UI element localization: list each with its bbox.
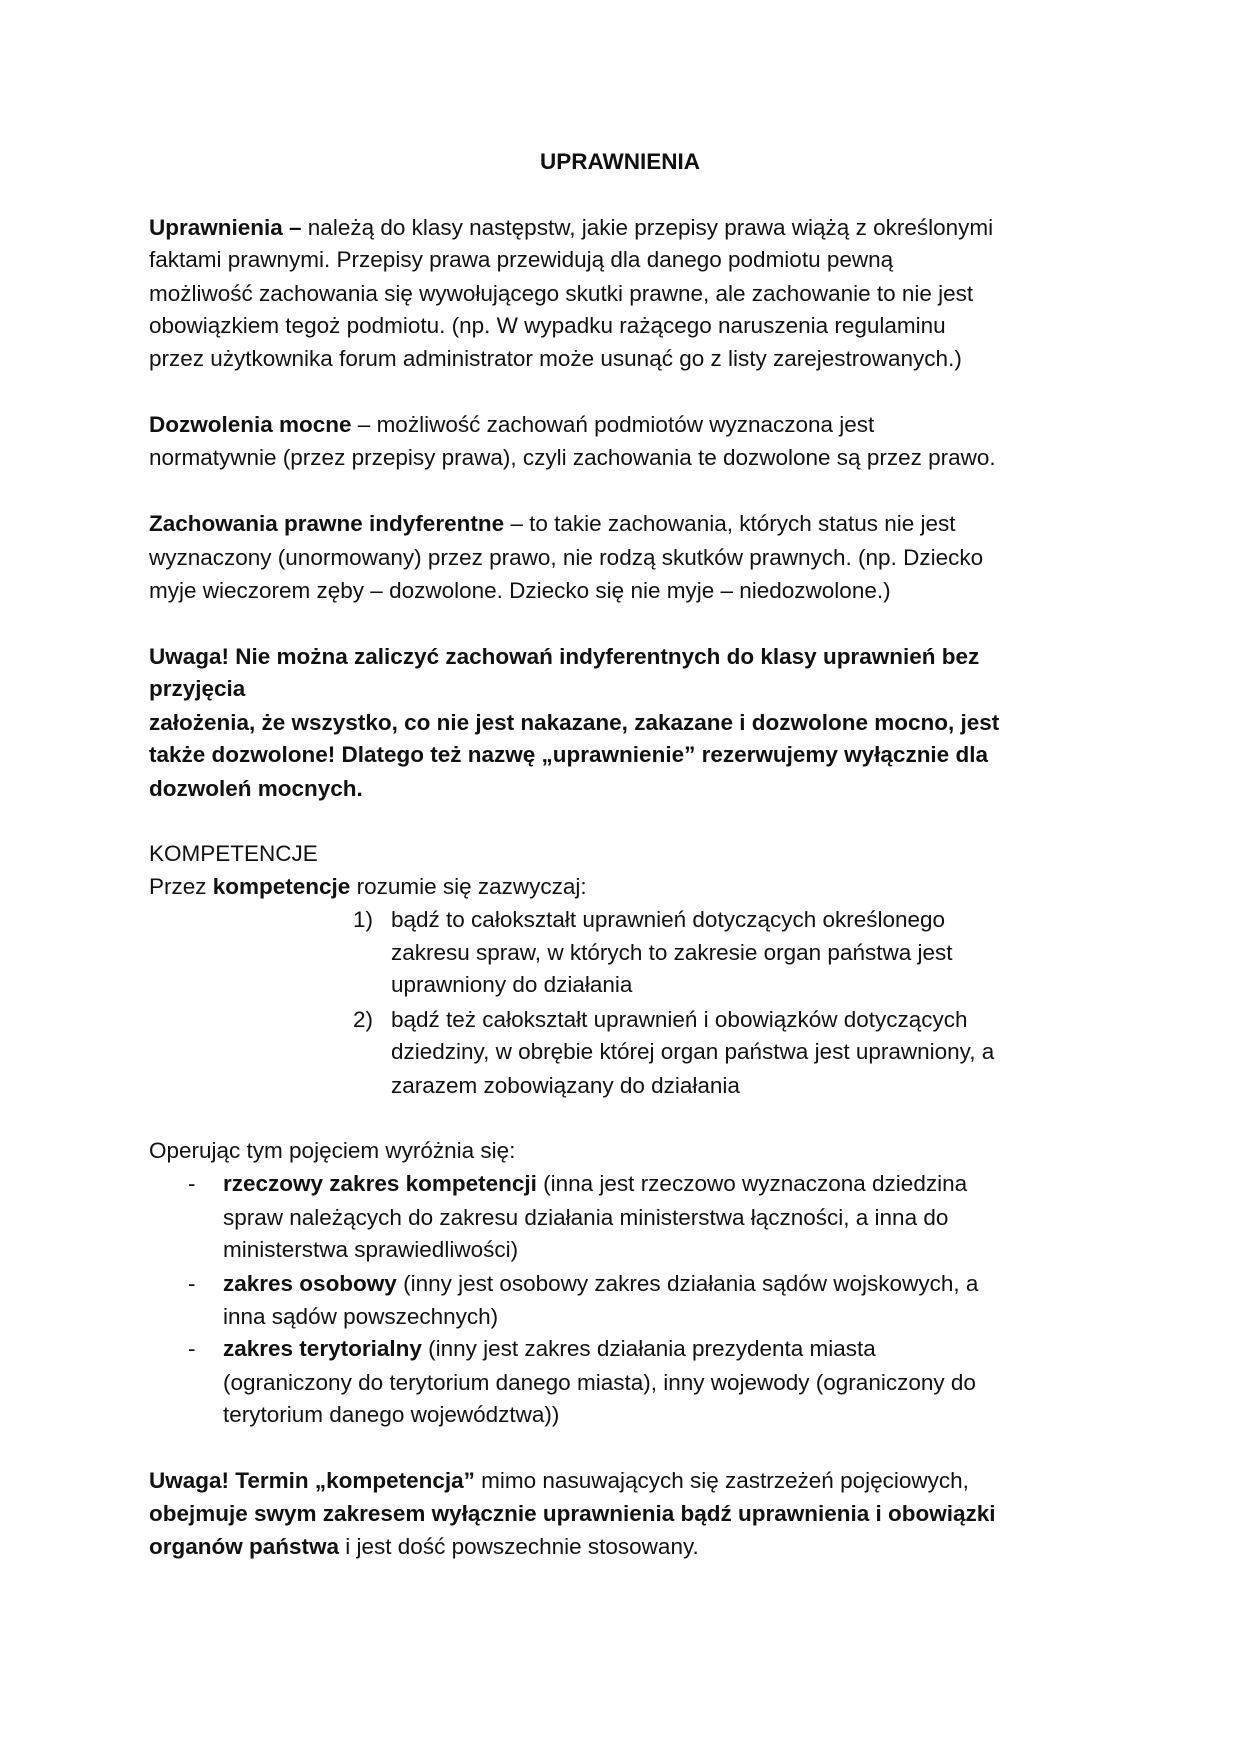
text: obowiązkiem tegoż podmiotu. (np. W wypadku rażącego naruszenia regulaminu (149, 313, 946, 338)
bold-text: Uwaga! Nie można zaliczyć zachowań indyferentnych do klasy uprawnień bez (149, 644, 980, 669)
text-line (149, 1138, 515, 1164)
text-line (391, 1039, 994, 1065)
text-line (149, 874, 587, 900)
text-line (223, 1336, 876, 1362)
text: 1) (353, 907, 374, 932)
text-line (149, 445, 996, 471)
page-title: UPRAWNIENIA (539, 149, 700, 174)
text-line (149, 710, 999, 736)
text-line (391, 1007, 968, 1033)
text-line (223, 1171, 967, 1197)
text-line (149, 742, 988, 768)
text: spraw należących do zakresu działania ministerstwa łączności, a inna do (223, 1205, 949, 1230)
text: - (188, 1271, 196, 1296)
text-line (223, 1370, 976, 1396)
text-line (149, 545, 983, 571)
text: – to takie zachowania, których status nie jest (504, 511, 956, 536)
text: wyznaczony (unormowany) przez prawo, nie rodzą skutków prawnych. (np. Dziecko (149, 545, 984, 570)
text-line (353, 1007, 373, 1033)
text: normatywnie (przez przepisy prawa), czyli zachowania te dozwolone są przez prawo. (149, 445, 996, 470)
text-line (149, 1501, 996, 1527)
text-line (391, 940, 953, 966)
text: i jest dość powszechnie stosowany. (339, 1534, 699, 1559)
text-line (149, 776, 363, 802)
text: zakresu spraw, w których to zakresie organ państwa jest (391, 940, 953, 965)
text-line (149, 412, 874, 438)
text: – możliwość zachowań podmiotów wyznaczona jest (351, 412, 875, 437)
text: ministerstwa sprawiedliwości) (223, 1237, 519, 1262)
text: (ograniczony do terytorium danego miasta), inny wojewody (ograniczony do (223, 1370, 976, 1395)
text: (inny jest zakres działania prezydenta miasta (421, 1336, 876, 1361)
text: możliwość zachowania się wywołującego skutki prawne, ale zachowanie to nie jest (149, 281, 974, 306)
text-line (149, 313, 946, 339)
text-line (149, 247, 893, 273)
bold-text: zakres terytorialny (223, 1336, 422, 1361)
text-line (391, 1073, 740, 1099)
text-line (149, 511, 956, 537)
text-line (149, 644, 979, 670)
text-line (149, 578, 891, 604)
bold-text: dozwoleń mocnych. (149, 776, 363, 801)
text-line (353, 907, 373, 933)
bold-text: Zachowania prawne indyferentne (149, 511, 505, 536)
bold-text: kompetencje (212, 874, 351, 899)
text-line (391, 907, 945, 933)
text: mimo nasuwających się zastrzeżeń pojęciowych, (474, 1468, 969, 1493)
text-line (223, 1402, 559, 1428)
text-line (149, 281, 973, 307)
text-line (188, 1336, 196, 1362)
text-line (149, 215, 993, 241)
text: dziedziny, w obrębie której organ państwa jest uprawniony, a (391, 1039, 995, 1064)
text-line (223, 1304, 498, 1330)
text: (inny jest osobowy zakres działania sądów wojskowych, a (396, 1271, 979, 1296)
bold-text: obejmuje swym zakresem wyłącznie uprawnienia bądź uprawnienia i obowiązki (149, 1501, 996, 1526)
text-line (149, 676, 245, 702)
text-line (149, 346, 962, 372)
text-line (188, 1171, 196, 1197)
text-line (391, 972, 632, 998)
text: inna sądów powszechnych) (223, 1304, 499, 1329)
bold-text: rzeczowy zakres kompetencji (223, 1171, 537, 1196)
text: 2) (353, 1007, 374, 1032)
bold-text: zakres osobowy (223, 1271, 397, 1296)
text: terytorium danego województwa)) (223, 1402, 560, 1427)
text: przez użytkownika forum administrator może usunąć go z listy zarejestrowanych.) (149, 346, 962, 371)
text: Operując tym pojęciem wyróżnia się: (149, 1138, 516, 1163)
bold-text: Uwaga! Termin „kompetencja” (149, 1468, 475, 1493)
text: bądź to całokształt uprawnień dotyczących określonego (391, 907, 946, 932)
text-line (223, 1205, 948, 1231)
text: rozumie się zazwyczaj: (350, 874, 587, 899)
text: myje wieczorem zęby – dozwolone. Dziecko się nie myje – niedozwolone.) (149, 578, 891, 603)
bold-text: przyjęcia (149, 676, 246, 701)
bold-text: Uprawnienia – (149, 215, 302, 240)
text: bądź też całokształt uprawnień i obowiązków dotyczących (391, 1007, 968, 1032)
text: należą do klasy następstw, jakie przepisy prawa wiążą z określonymi (301, 215, 994, 240)
text-line (149, 1468, 969, 1494)
text: uprawniony do działania (391, 972, 633, 997)
text: zarazem zobowiązany do działania (391, 1073, 740, 1098)
bold-text: założenia, że wszystko, co nie jest nakazane, zakazane i dozwolone mocno, jest (149, 710, 1000, 735)
text: - (188, 1336, 196, 1361)
bold-text: organów państwa (149, 1534, 340, 1559)
text: - (188, 1171, 196, 1196)
bold-text: Dozwolenia mocne (149, 412, 352, 437)
text: KOMPETENCJE (149, 841, 318, 866)
text-line (149, 841, 318, 867)
text: faktami prawnymi. Przepisy prawa przewidują dla danego podmiotu pewną (149, 247, 894, 272)
bold-text: także dozwolone! Dlatego też nazwę „uprawnienie” rezerwujemy wyłącznie dla (149, 742, 988, 767)
text-line (149, 1534, 699, 1560)
text: Przez (149, 874, 213, 899)
text: (inna jest rzeczowo wyznaczona dziedzina (536, 1171, 968, 1196)
text-line (223, 1271, 978, 1297)
text-line (223, 1237, 518, 1263)
text-line (188, 1271, 196, 1297)
